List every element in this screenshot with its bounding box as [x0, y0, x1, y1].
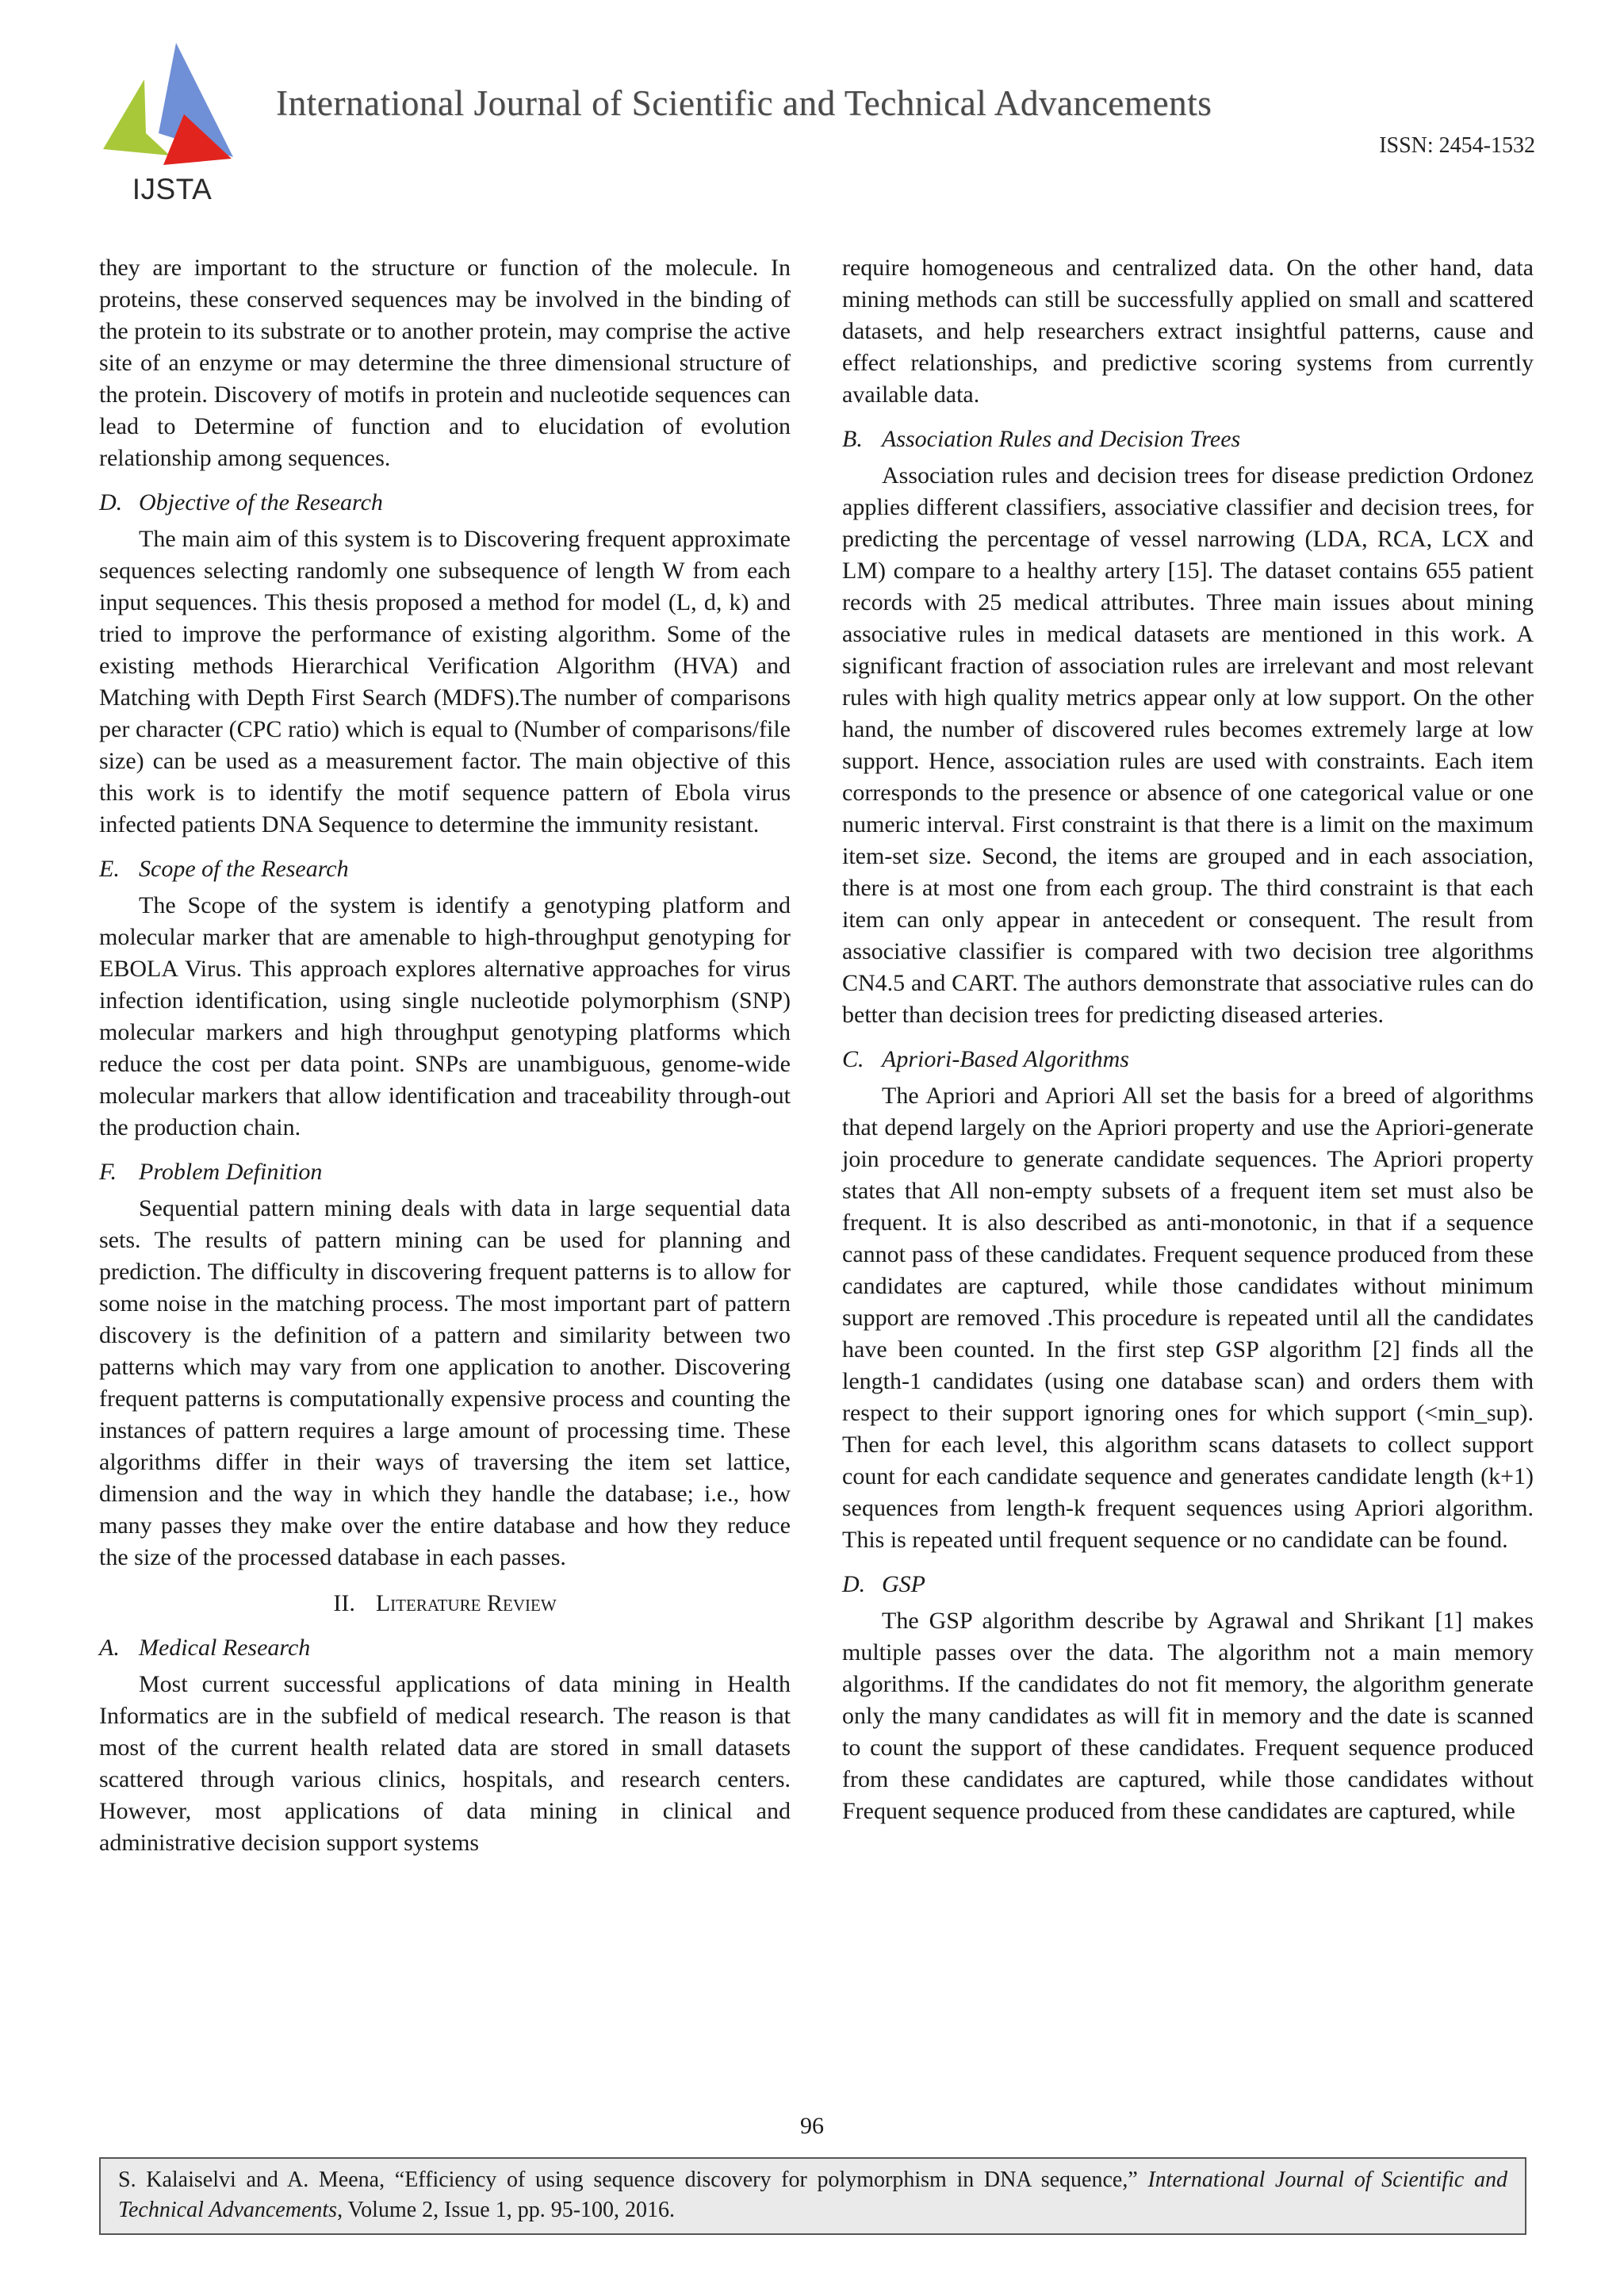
section-heading-gsp: D. GSP — [842, 1571, 925, 1597]
section-heading-association: B. Association Rules and Decision Trees — [842, 426, 1241, 452]
section-heading-literature-review: II. Literature Review — [333, 1590, 557, 1616]
citation-details: , Volume 2, Issue 1, pp. 95-100, 2016. — [337, 2198, 676, 2222]
section-text-scope: The Scope of the system is identify a genotyping platform and molecular marker that are amenable to high-throughput genotyping for EBOLA Virus. This approach explores alternative approaches for virus infection identification, using single nucleotide polymorphism (SNP) molecular markers and high throughput genotyping platforms which reduce the cost per data point. SNPs are unambiguous, genome-wide molecular markers that allow identification and traceability through-out the production chain. — [99, 892, 791, 1140]
page-number: 96 — [800, 2113, 824, 2139]
journal-title: International Journal of Scientific and Technical Advancements — [276, 83, 1212, 123]
section-text-association: Association rules and decision trees for disease prediction Ordonez applies different classifiers, associative classifier and decision trees, for predicting the percentage of vessel narrowing (LDA, RCA, LCX and LM) compare to a healthy artery [15]. The dataset contains 655 patient records with 25 medical attributes. Three main issues about mining associative rules in medical datasets are mentioned in this work. A significant fraction of association rules are irrelevant and most relevant rules with high quality metrics appear only at low support. On the other hand, the number of discovered rules becomes extremely large at low support. Hence, association rules are used with constraints. Each item corresponds to the presence or absence of one categorical value or one numeric interval. First constraint is that there is a limit on the maximum item-set size. Second, the items are grouped and in each association, there is at most one from each group. The third constraint is that each item can only appear in antecedent or consequent. The result from associative classifier is compared with two decision tree algorithms CN4.5 and CART. The authors demonstrate that associative rules can do better than decision trees for predicting diseased arteries. — [842, 462, 1534, 1028]
section-heading-scope: E. Scope of the Research — [99, 856, 349, 882]
ijsta-logo-icon — [97, 38, 247, 173]
section-text-gsp: The GSP algorithm describe by Agrawal and Shrikant [1] makes multiple passes over the data. The algorithm not a main memory algorithms. If the candidates do not fit memory, the algorithm generate only the many candidates as will fit in memory and the date is scanned to count the support of these candidates. Frequent sequence produced from these candidates are captured, while those candidates without Frequent sequence produced from these candidates are captured, while — [842, 1608, 1534, 1824]
journal-logo — [97, 38, 247, 209]
intro-paragraph: they are important to the structure or function of the molecule. In proteins, these conserved sequences may be involved in the binding of the protein to its substrate or to another protein, may comprise the active site of an enzyme or may determine the three dimensional structure of the protein. Discovery of motifs in protein and nucleotide sequences can lead to Determine of function and to elucidation of evolution relationship among sequences. — [99, 255, 791, 471]
left-column — [99, 252, 791, 1859]
citation-box — [99, 2157, 1526, 2235]
right-column — [842, 252, 1534, 1827]
section-text-apriori: The Apriori and Apriori All set the basis for a breed of algorithms that depend largely on the Apriori property and use the Apriori-generate join procedure to generate candidate sequences. The Apriori property states that All non-empty subsets of a frequent item set must also be frequent. It is also described as anti-monotonic, in that if a sequence cannot pass of these candidates. Frequent sequence produced from these candidates are captured, while those candidates without minimum support are removed .This procedure is repeated until all the candidates have been counted. In the first step GSP algorithm [2] finds all the length-1 candidates (using one database scan) and orders them with respect to their support ignoring ones for which support (<min_sup). Then for each level, this algorithm scans datasets to collect support count for each candidate sequence and generates candidate length (k+1) sequences from length-k frequent sequences using Apriori algorithm. This is repeated until frequent sequence or no candidate can be found. — [842, 1083, 1534, 1553]
issn: ISSN: 2454-1532 — [1379, 133, 1535, 158]
section-heading-apriori: C. Apriori-Based Algorithms — [842, 1046, 1129, 1072]
section-text-medical: Most current successful applications of data mining in Health Informatics are in the subfield of medical research. The reason is that most of the current health related data are stored in small datasets scattered through various clinics, hospitals, and research centers. However, most applications of data mining in clinical and administrative decision support systems — [99, 1671, 791, 1856]
logo-green-shape — [103, 79, 170, 155]
section-heading-problem: F. Problem Definition — [99, 1159, 323, 1185]
section-heading-objective: D. Objective of the Research — [99, 489, 383, 516]
section-text-problem: Sequential pattern mining deals with data in large sequential data sets. The results of pattern mining can be used for planning and prediction. The difficulty in discovering frequent patterns is to allow for some noise in the matching process. The most important part of pattern discovery is the definition of a pattern and similarity between two patterns which may vary from one application to another. Discovering frequent patterns is computationally expensive process and counting the instances of pattern requires a large amount of processing time. These algorithms differ in their ways of traversing the item set lattice, dimension and the way in which they handle the database; i.e., how many passes they make over the entire database and how they reduce the size of the processed database in each passes. — [99, 1195, 791, 1570]
section-text-objective: The main aim of this system is to Discovering frequent approximate sequences selecting randomly one subsequence of length W from each input sequences. This thesis proposed a method for model (L, d, k) and tried to improve the performance of existing algorithm. Some of the existing methods Hierarchical Verification Algorithm (HVA) and Matching with Depth First Search (MDFS).The number of comparisons per character (CPC ratio) which is equal to (Number of comparisons/file size) can be used as a measurement factor. The main objective of this this work is to identify the motif sequence pattern of Ebola virus infected patients DNA Sequence to determine the immunity resistant. — [99, 526, 791, 838]
logo-text: IJSTA — [132, 173, 213, 205]
continuation-paragraph: require homogeneous and centralized data. On the other hand, data mining methods can still be successfully applied on small and scattered datasets, and help researchers extract insightful patterns, cause and effect relationships, and predictive scoring systems from currently available data. — [842, 255, 1534, 408]
citation-authors-title: S. Kalaiselvi and A. Meena, “Efficiency of using sequence discovery for polymorphism in DNA sequence,” — [118, 2168, 1138, 2192]
section-heading-medical: A. Medical Research — [99, 1635, 311, 1661]
citation-journal: International Journal of Scientific and Technical Advancements — [118, 2168, 1508, 2222]
